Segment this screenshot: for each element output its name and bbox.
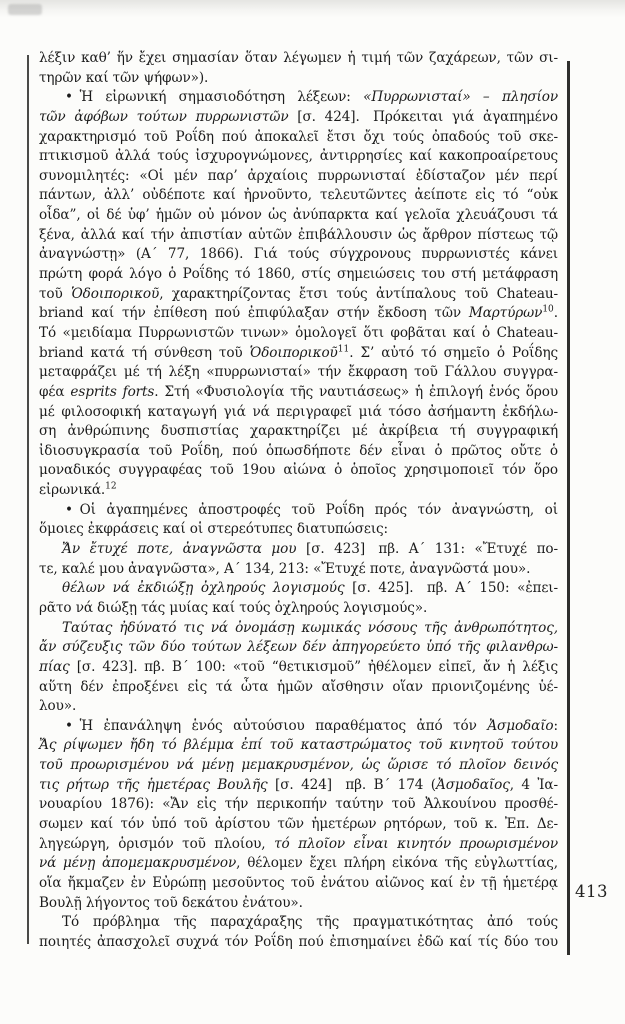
text-segment: [σ. 425]. πβ. Α´ 150: «ἐπει- — [352, 580, 559, 597]
text-segment: . Σ’ αὐτό τό σημεῖο ὁ Ροΐδης — [349, 344, 558, 361]
text-column — [39, 49, 558, 952]
text-segment: εἰρωνικά. — [39, 482, 106, 499]
text-segment: ση ἀνθρώπινης δυσπιστίας χαρακτηρίζει μέ ἀκρίβεια τή συγγραφική — [39, 423, 558, 440]
text-segment: . Στή «Φυσιολογία τῆς ναυτιάσεως» ἡ ἐπιλογή ἑνός ὅρου — [154, 383, 558, 400]
text-line — [39, 186, 558, 206]
text-segment: Ὁδοιπορικοῦ — [249, 344, 338, 361]
text-line — [39, 913, 558, 933]
text-line — [39, 717, 558, 737]
text-segment: μοναδικός συγγραφέας τοῦ 19ου αἰώνα ὁ ὁποῖος χρησιμοποιεῖ τόν ὅρο — [39, 462, 558, 479]
text-line — [39, 422, 558, 442]
text-segment: esprits forts — [70, 383, 155, 400]
text-line — [39, 324, 558, 344]
text-line — [39, 403, 558, 423]
text-line — [39, 540, 558, 560]
text-segment: Μαρτύρων — [468, 305, 543, 322]
text-line — [39, 678, 558, 698]
text-segment: , θέλομεν ἔχει πλήρη εἰκόνα τῆς εὐγλωττίας, — [236, 855, 558, 872]
text-segment: «Πυρρωνισταί» – πλησίον — [363, 89, 558, 106]
footnote-marker: 12 — [105, 481, 117, 492]
text-segment: νουαρίου 1876): «Ἄν εἰς τήν περικοπήν ταύτην τοῦ Ἀλκουίνου προσθέ- — [39, 796, 558, 813]
text-segment: τοῦ — [39, 285, 72, 302]
page-number: 413 — [575, 882, 608, 901]
text-line — [39, 206, 558, 226]
text-segment: Ταύτας ἠδύνατό τις νά ὀνομάσῃ κωμικάς νόσους τῆς ἀνθρωπότητος, — [62, 619, 558, 636]
text-segment: θέλων νά ἐκδιώξῃ ὀχληρούς λογισμούς — [62, 580, 353, 597]
text-segment: τις ρήτωρ τῆς ἡμετέρας Βουλῆς — [39, 776, 276, 793]
text-segment: Ἀσμοδαῖος — [436, 776, 510, 793]
right-page-edge-line — [567, 61, 570, 955]
text-segment: [σ. 423] πβ. Α´ 131: «Ἔτυχέ πο- — [305, 541, 558, 558]
text-segment: ξένα, ἀλλά καί τήν ἀπιστίαν αὑτῶν ἐπιβάλλουσιν ὡς ἄρθρον πίστεως τῷ — [39, 226, 558, 243]
text-line — [39, 128, 558, 148]
text-segment: ληγεώργη, ὁρισμόν τοῦ πλοίου, — [39, 835, 275, 852]
text-line — [39, 874, 558, 894]
text-line — [39, 658, 558, 678]
text-segment: Ἄν ἔτυχέ ποτε, ἀναγνῶστα μου — [62, 541, 306, 558]
text-segment: , χαρακτηρίζοντας ἔτσι τούς ἀντίπαλους τοῦ Chateau- — [159, 285, 558, 302]
text-segment: φέα — [39, 383, 71, 400]
text-line — [39, 442, 558, 462]
text-line — [39, 226, 558, 246]
text-line — [39, 854, 558, 874]
text-line — [39, 108, 558, 128]
text-segment: τοῦ προωρισμένου νά μένῃ μεμακρυσμένον, ὡς ὥρισε τό πλοῖον δεινός — [39, 757, 558, 774]
text-line — [39, 835, 558, 855]
text-line — [39, 49, 558, 69]
text-segment: Ἄς ρίψωμεν ἤδη τό βλέμμα ἐπί τοῦ καταστρώματος τοῦ κινητοῦ τούτου — [39, 737, 558, 754]
footnote-marker: 10 — [542, 304, 554, 315]
text-segment: [σ. 424]. Πρόκειται γιά ἀγαπημένο — [297, 108, 558, 125]
text-segment: νά μένῃ ἀπομεμακρυσμένον — [39, 855, 237, 872]
text-line — [39, 69, 558, 89]
text-segment: λου». — [39, 698, 77, 715]
text-segment: ρᾶτο νά διώξῃ τάς μυίας καί τούς ὀχληρούς λογισμούς». — [39, 599, 428, 616]
text-line — [39, 461, 558, 481]
text-segment: • Οἱ ἀγαπημένες ἀποστροφές τοῦ Ροΐδη πρός τόν ἀναγνώστη, οἱ — [65, 501, 558, 518]
text-segment: πίας — [39, 658, 77, 675]
left-page-edge-line — [27, 55, 29, 944]
text-line — [39, 619, 558, 639]
text-segment: τό πλοῖον εἶναι κινητόν προωρισμένον — [274, 835, 558, 852]
text-line — [39, 579, 558, 599]
text-segment: λέξιν καθ’ ἥν ἔχει σημασίαν ὅταν λέγωμεν ἡ τιμή τῶν ζαχάρεων, τῶν σι- — [39, 50, 558, 66]
text-segment: ἀναγνώστῃ» (Α´ 77, 1866). Γιά τούς σύγχρονους πυρρωνιστές κάνει — [39, 246, 558, 263]
text-line — [39, 638, 558, 658]
text-line — [39, 560, 558, 580]
text-segment: τε, καλέ μου ἀναγνῶστα», Α´ 134, 213: «Ἔτυχέ ποτε, ἀναγνῶστά μου». — [39, 560, 531, 577]
text-segment: • Ἡ εἰρωνική σημασιοδότηση λέξεων: — [65, 89, 364, 106]
text-segment: Τό «μειδίαμα Πυρρωνιστῶν τινων» ὁμολογεῖ ὅτι φοβᾶται καί ὁ Chateau- — [39, 324, 558, 341]
text-line — [39, 265, 558, 285]
text-segment: συνομιλητές: «Οἱ μέν παρ’ ἀρχαίοις πυρρωνισταί ἐδίσταζον μέν περί — [39, 167, 558, 184]
text-segment: Τό πρόβλημα τῆς παραχάραξης τῆς πραγματικότητας ἀπό τούς — [62, 914, 558, 931]
text-segment: οἶδα”, οἱ δέ ὑφ’ ἡμῶν οὐ μόνον ὡς ἀνύπαρκτα καί γελοῖα χλευάζουσι τά — [39, 207, 558, 224]
text-segment: αὕτη δέν ἐπροξένει εἰς τά ὦτα ἡμῶν αἴσθησιν οἵαν πριονιζομένης ὑέ- — [39, 678, 558, 695]
text-line — [39, 795, 558, 815]
text-segment: σωμεν καί τόν ὑπό τοῦ ἀρίστου τῶν ἡμετέρων ρητόρων, τοῦ κ. Ἐπ. Δε- — [39, 815, 558, 832]
text-segment: χαρακτηρισμό τοῦ Ροΐδη πού ἀποκαλεῖ ἔτσι ὄχι τούς ὀπαδούς τοῦ σκε- — [39, 128, 558, 145]
text-line — [39, 147, 558, 167]
text-line — [39, 520, 558, 540]
text-segment: Βουλῇ λήγοντος τοῦ δεκάτου ἐνάτου». — [39, 894, 303, 911]
text-line — [39, 756, 558, 776]
text-segment: πτικισμοῦ ἀλλά τούς ἰσχυρογνώμονες, ἀντιρρησίες καί κακοπροαίρετους — [39, 148, 558, 165]
text-line — [39, 363, 558, 383]
text-line — [39, 383, 558, 403]
footnote-marker: 11 — [337, 344, 350, 355]
text-line — [39, 167, 558, 187]
text-segment: Ὁδοιπορικοῦ — [71, 285, 160, 302]
text-segment: ἰδιοσυγκρασία τοῦ Ροΐδη, πού ὁπωσδήποτε δέν εἶναι ὁ πρῶτος οὔτε ὁ — [39, 442, 558, 459]
text-segment: [σ. 423]. πβ. Β´ 100: «τοῦ “θετικισμοῦ” ἠθέλομεν εἰπεῖ, ἄν ἡ λέξις — [76, 658, 558, 675]
text-segment: [σ. 424] πβ. Β´ 174 ( — [275, 776, 436, 793]
text-line — [39, 815, 558, 835]
text-segment: . — [553, 305, 558, 322]
text-segment: τηρῶν καί τῶν ψήφων»). — [39, 69, 209, 86]
text-line — [39, 344, 558, 364]
text-line — [39, 245, 558, 265]
scan-artifact-smudge — [8, 4, 42, 15]
text-segment: ὅμοιες ἐκφράσεις καί οἱ στερεότυπες διατυπώσεις: — [39, 521, 389, 538]
text-segment: μέ φιλοσοφική καταγωγή γιά νά περιγραφεῖ μιά τόσο ἀσήμαντη ἐκδήλω- — [39, 403, 558, 420]
scan-artifact-top-band — [0, 0, 625, 18]
text-segment: πρώτη φορά λόγο ὁ Ροΐδης τό 1860, στίς σημειώσεις του στή μετάφραση — [39, 266, 558, 283]
text-segment: οἵα ἤκμαζεν ἐν Εὐρώπῃ μεσοῦντος τοῦ ἐνάτου αἰῶνος καί ἐν τῇ ἡμετέρᾳ — [39, 874, 558, 891]
text-segment: Ἀσμοδαῖο — [487, 717, 554, 734]
text-line — [39, 697, 558, 717]
text-line — [39, 736, 558, 756]
text-line — [39, 776, 558, 796]
text-segment: μεταφράζει μέ τή λέξη «πυρρωνισταί» τήν ἔκφραση τοῦ Γάλλου συγγρα- — [39, 364, 558, 381]
text-line — [39, 894, 558, 914]
text-line — [39, 88, 558, 108]
text-segment: ποιητές ἀπασχολεῖ συχνά τόν Ροΐδη πού ἐπισημαίνει ἐδῶ καί τίς δύο του — [39, 933, 558, 950]
text-segment: τῶν ἀφόβων τούτων πυρρωνιστῶν — [39, 108, 298, 125]
text-segment: πάντων, ἀλλ’ οὐδέποτε καί ἠρνοῦντο, τελευτῶντες ἀείποτε εἰς τό “οὐκ — [39, 187, 558, 204]
text-line — [39, 599, 558, 619]
text-segment: • Ἡ ἐπανάληψη ἑνός αὐτούσιου παραθέματος ἀπό τόν — [65, 717, 488, 734]
text-line — [39, 481, 558, 501]
text-line — [39, 501, 558, 521]
text-segment: briand καί τήν ἐπίθεση πού ἐπιφύλαξαν στήν ἔκδοση τῶν — [39, 305, 469, 322]
text-segment: ἄν σύζευξις τῶν δύο τούτων λέξεων δέν ἀπηγορεύετο ὑπό τῆς φιλανθρω- — [39, 639, 558, 656]
text-segment: briand κατά τή σύνθεση τοῦ — [39, 344, 250, 361]
text-segment: : — [553, 717, 558, 734]
text-line — [39, 933, 558, 953]
text-line — [39, 285, 558, 305]
text-line — [39, 304, 558, 324]
text-segment: , 4 Ἰα- — [509, 776, 558, 793]
